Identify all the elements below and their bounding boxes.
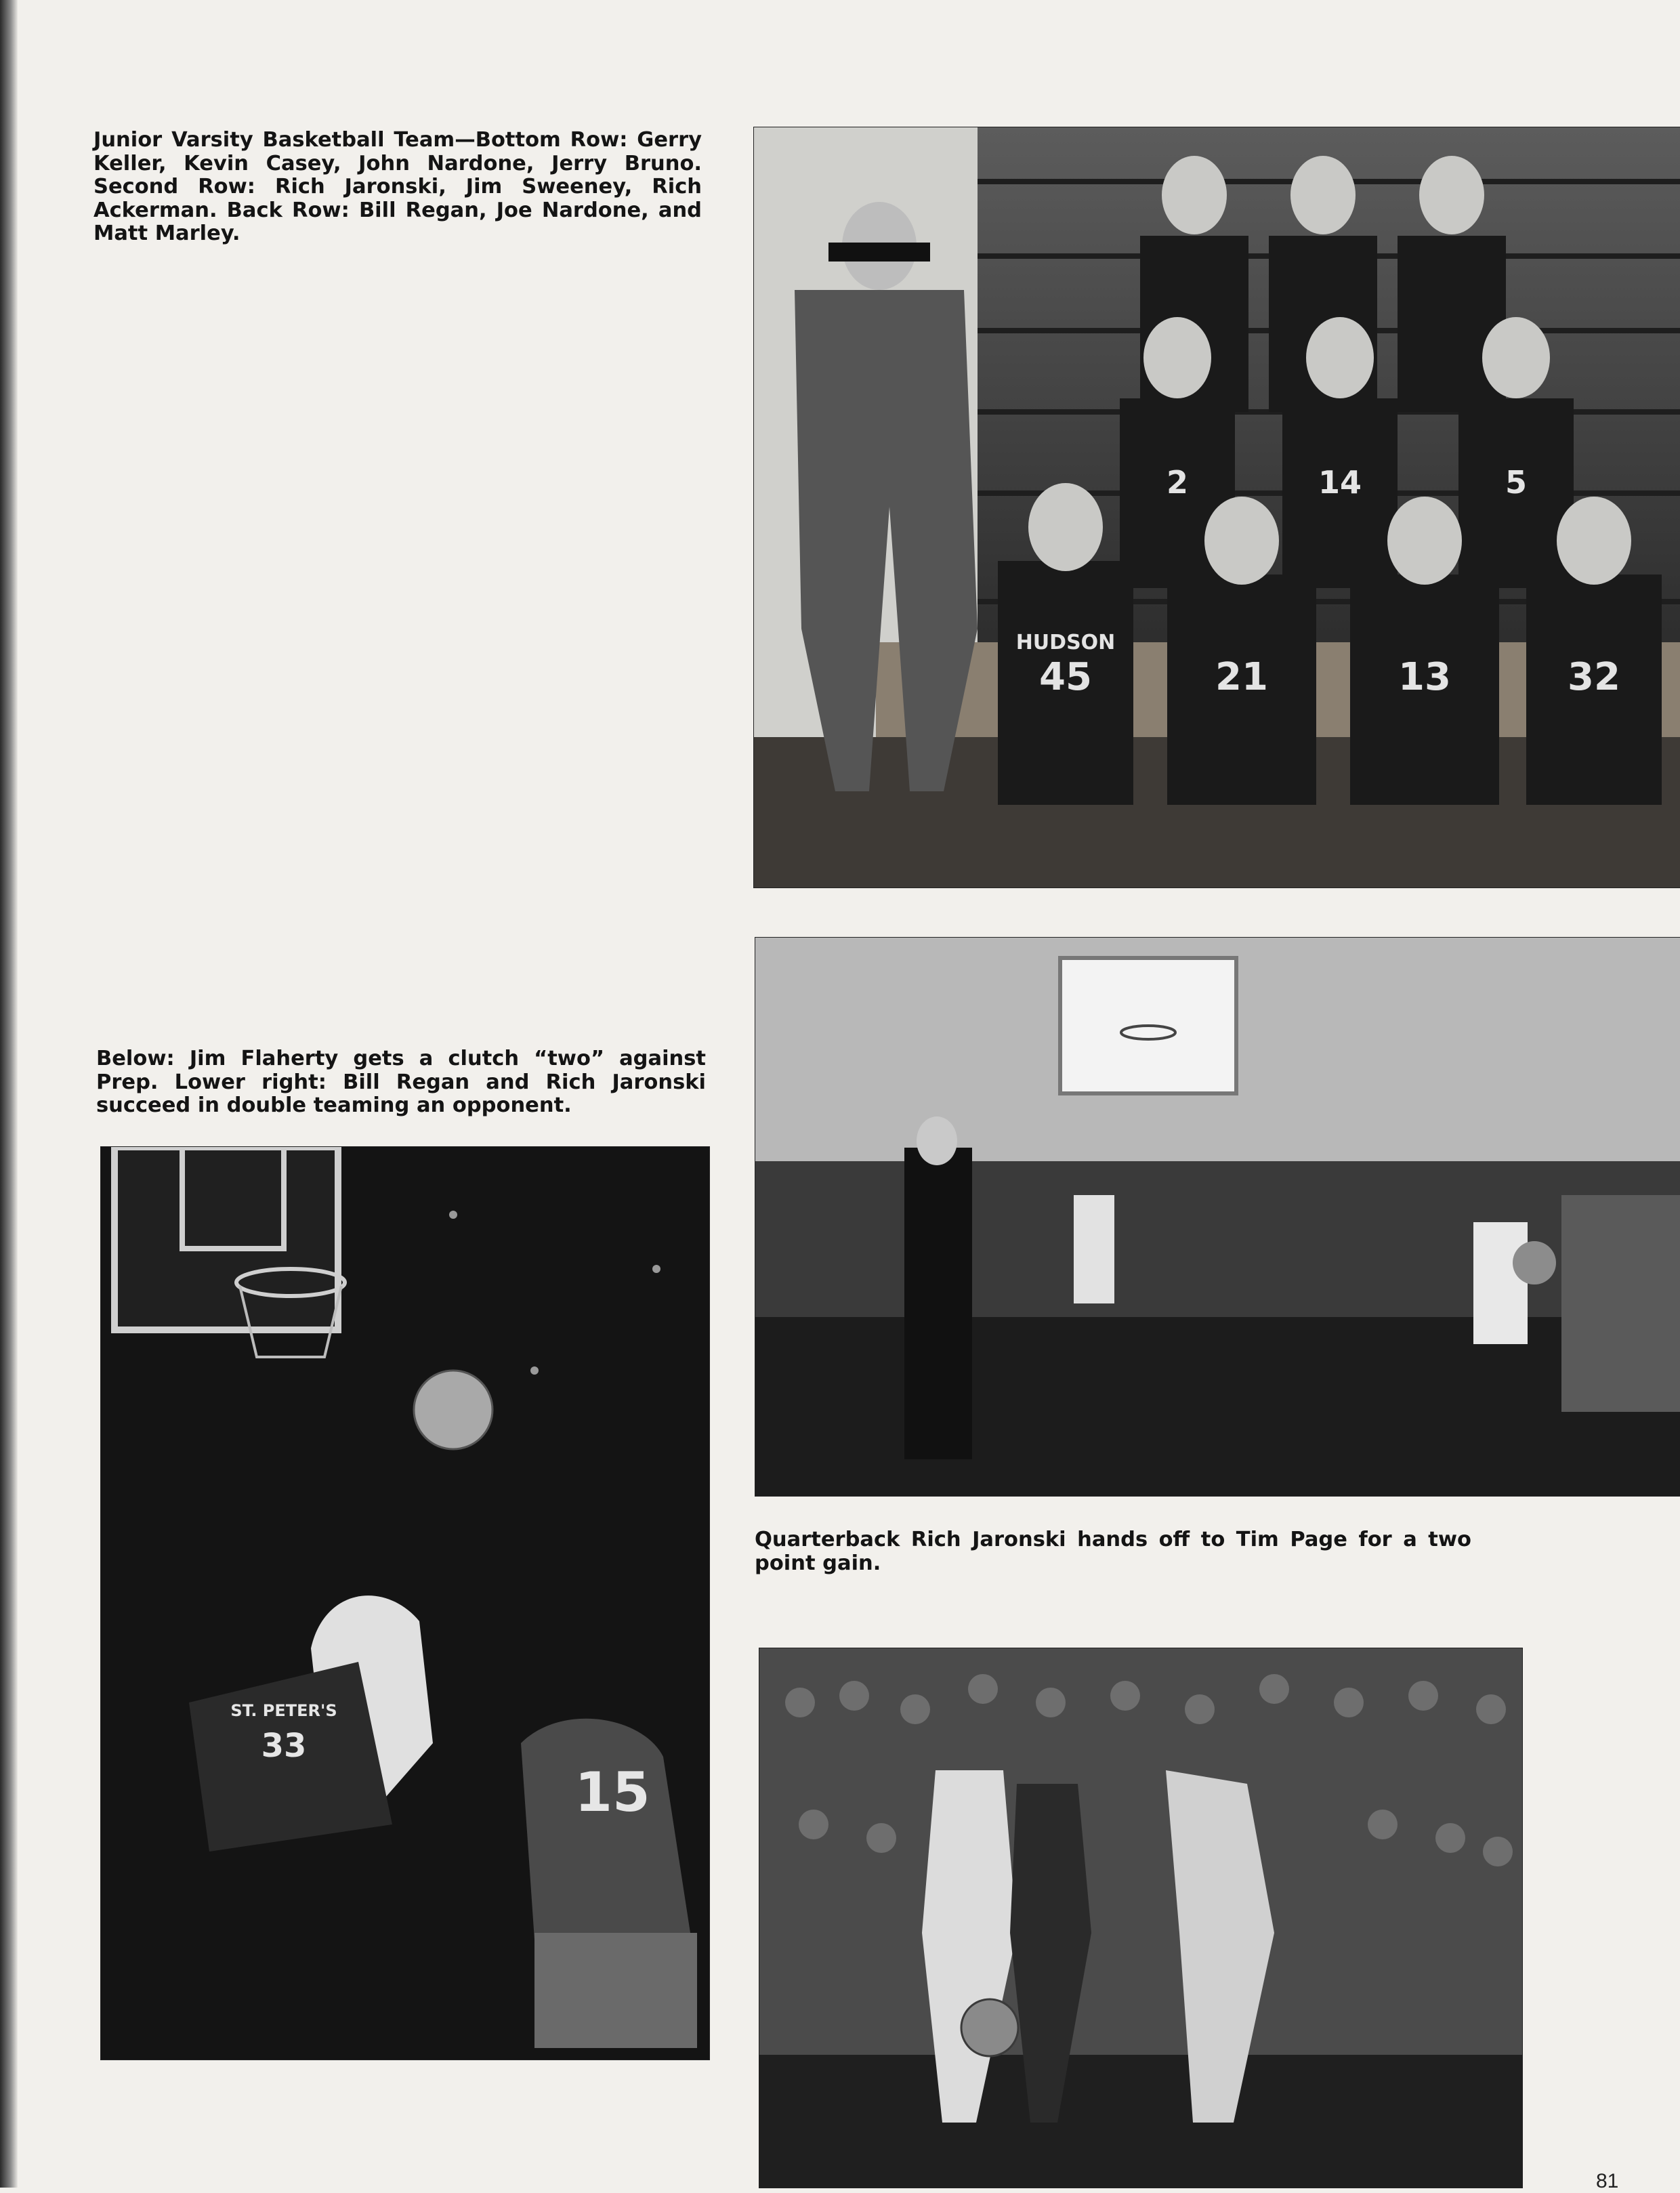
player-15-jersey-number: 15 [574,1761,650,1824]
jersey-number-middle-1: 2 [1166,464,1189,501]
action-photos-caption: Below: Jim Flaherty gets a clutch “two” against Prep. Lower right: Bill Regan and Rich Jaronski succeed in double teaming an opponent. [96,1047,706,1117]
quarterback-caption: Quarterback Rich Jaronski hands off to Tim Page for a two point gain. [755,1528,1471,1575]
jersey-number-front-1: 45 [1039,655,1092,699]
team-photo [753,127,1680,888]
jersey-team-name: HUDSON [1015,631,1116,654]
team-photo-caption: Junior Varsity Basketball Team—Bottom Row: Gerry Keller, Kevin Casey, John Nardone, Jerry Bruno. Second Row: Rich Jaronski, Jim Sweeney, Rich Ackerman. Back Row: Bill Regan, Joe Nardone, and Matt Marley. [93,128,702,245]
jump-shot-photo [100,1146,710,2060]
opponent-jersey-number: 33 [261,1727,307,1765]
opponent-jersey-name: ST. PETER'S [230,1701,337,1720]
jersey-number-middle-2: 14 [1318,464,1362,501]
page-number: 81 [1596,2170,1619,2192]
jersey-number-front-3: 13 [1398,655,1451,699]
jersey-number-front-2: 21 [1215,655,1268,699]
jersey-number-front-4: 32 [1568,655,1620,699]
jersey-number-middle-3: 5 [1505,464,1528,501]
double-team-photo [759,1648,1523,2188]
binding-shadow [0,0,18,2188]
practice-photo [755,937,1680,1497]
